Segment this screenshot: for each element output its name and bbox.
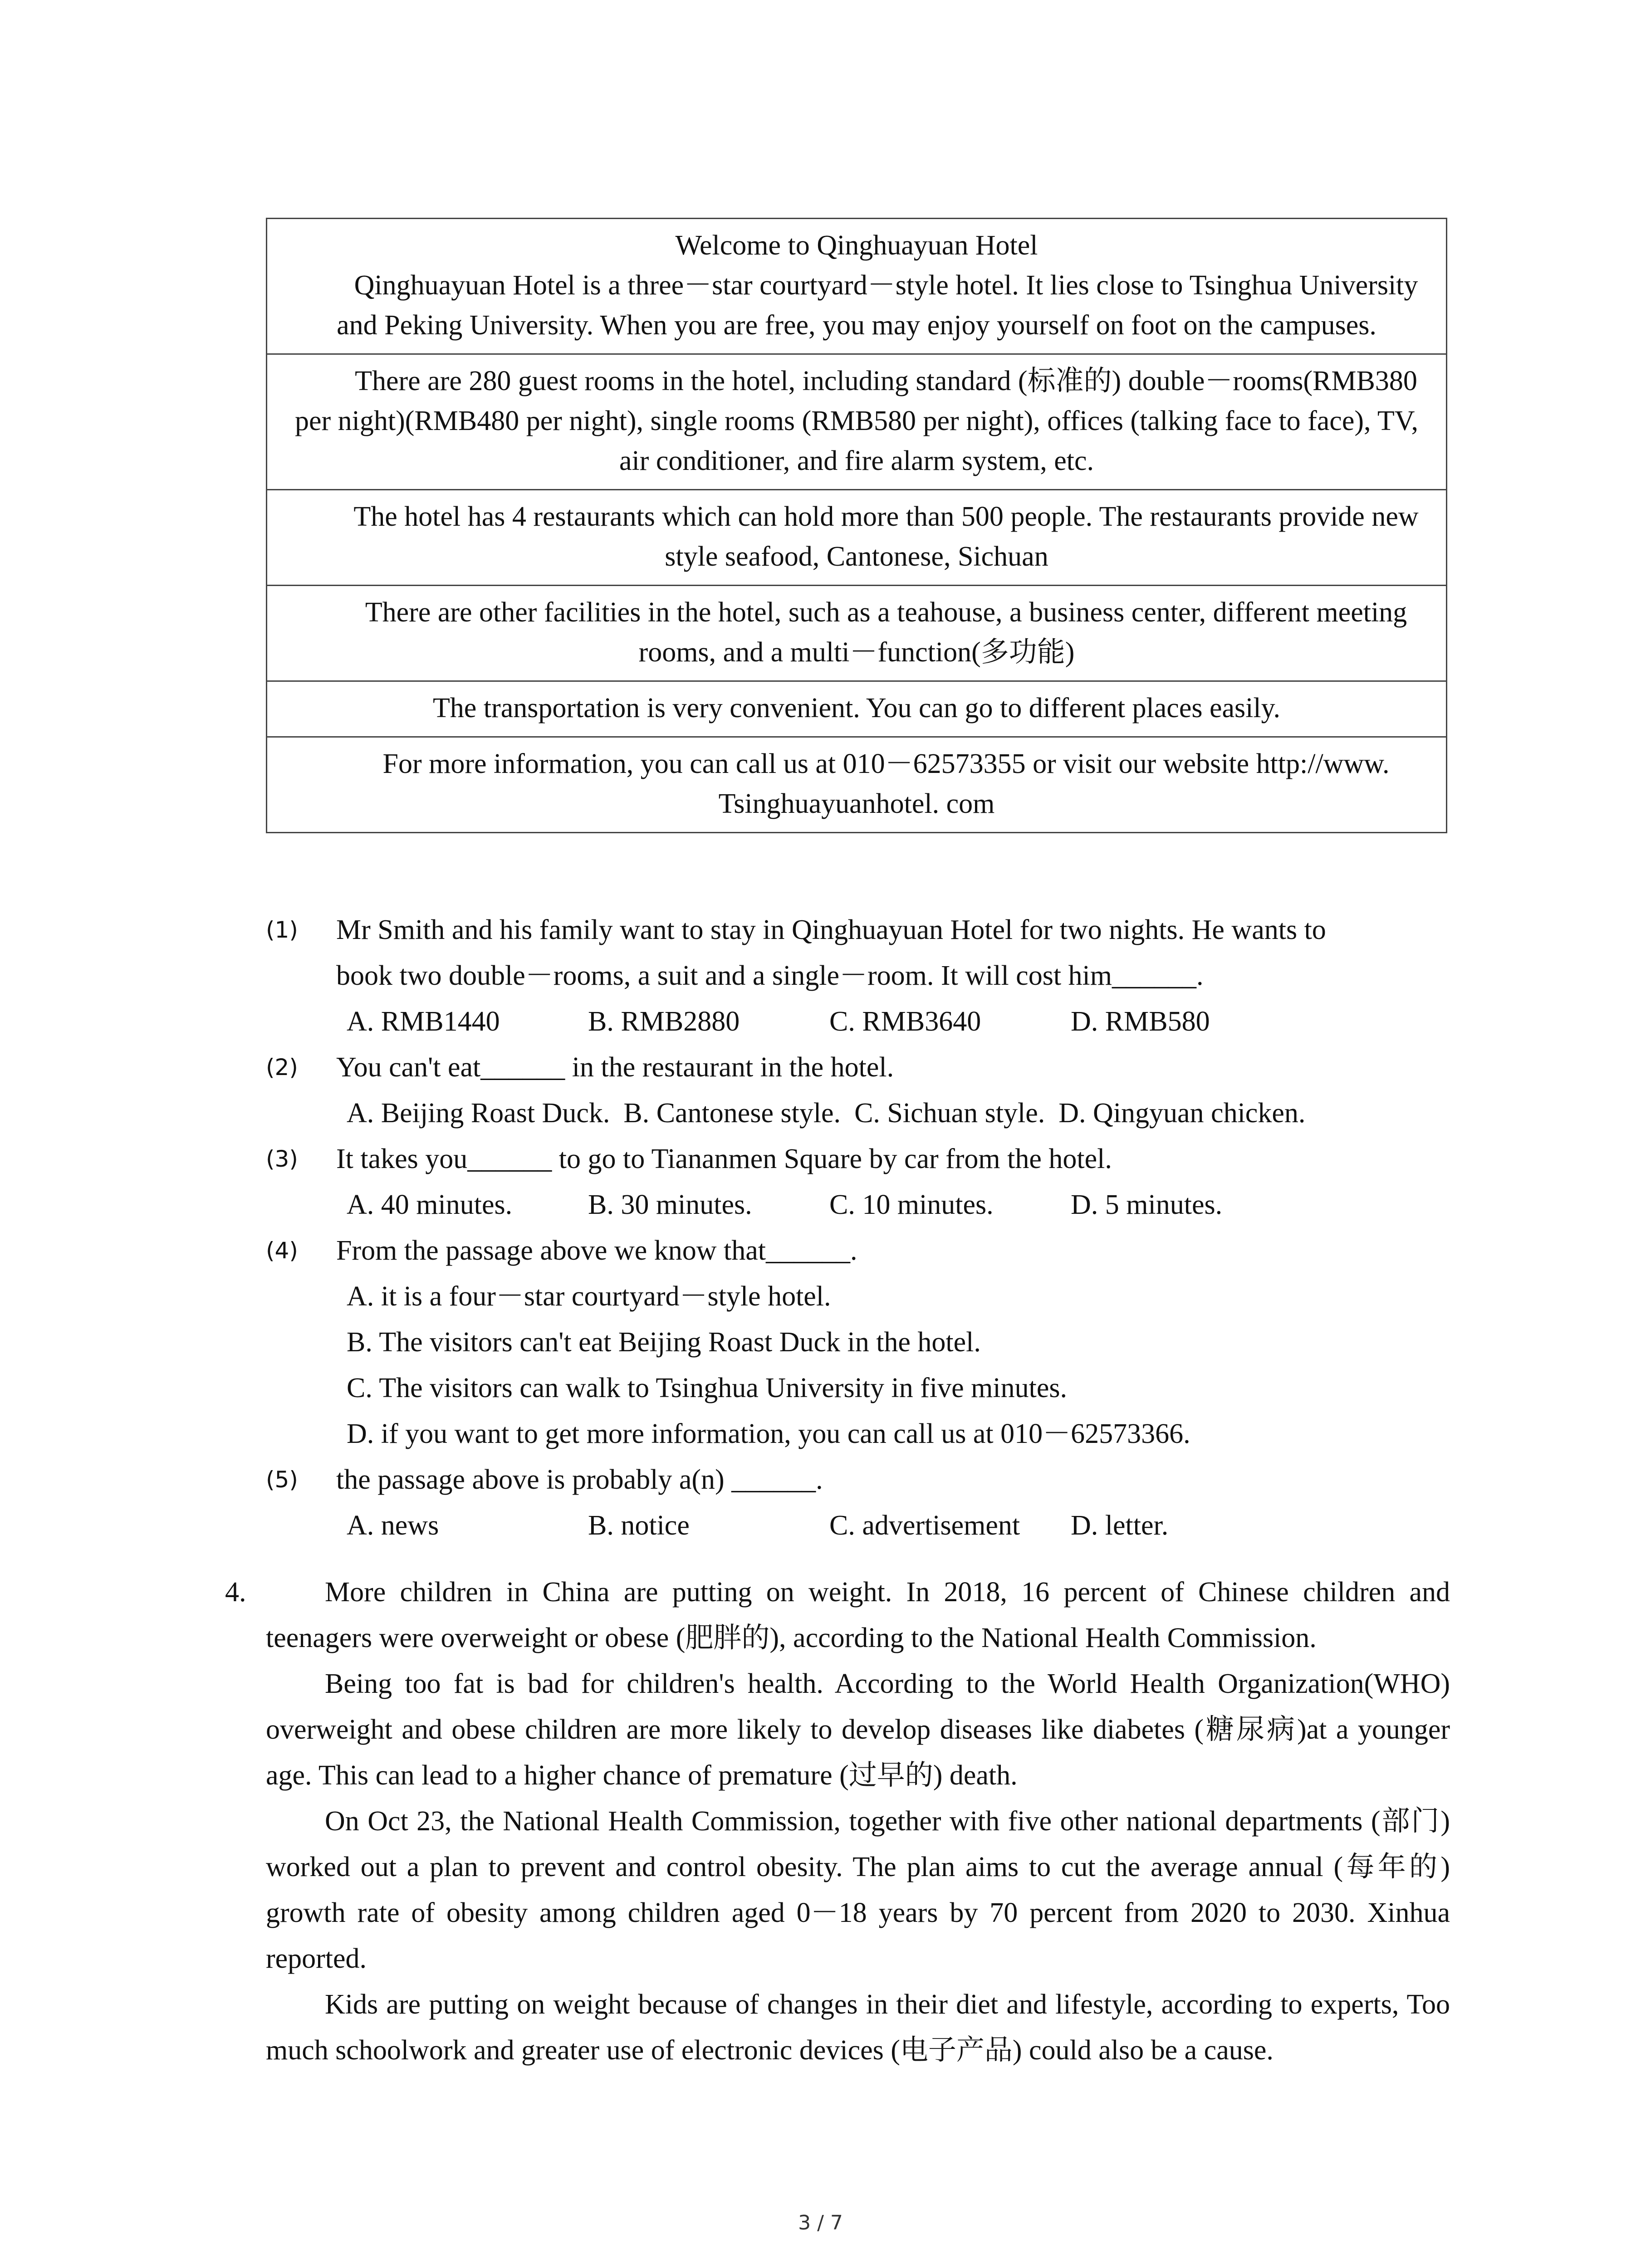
ad-title: Welcome to Qinghuayuan Hotel: [675, 230, 1038, 261]
ad-restaurants-text: The hotel has 4 restaurants which can hold more than 500 people. The restaurants provide new style seafood, Cantonese, Sichuan: [353, 501, 1419, 572]
ad-row-facilities: [267, 585, 1446, 680]
option-d[interactable]: D. 5 minutes.: [1071, 1189, 1223, 1220]
option-a[interactable]: A. news: [347, 1510, 439, 1541]
page-number: 3 / 7: [798, 2211, 843, 2234]
option-d[interactable]: D. RMB580: [1071, 1006, 1210, 1037]
question-number: (4): [266, 1237, 298, 1264]
question-number: (2): [266, 1054, 298, 1080]
passage-paragraph: More children in China are putting on weight. In 2018, 16 percent of Chinese children and teenagers were overweight or obese (肥胖的), according to the National Health Commission.: [266, 1577, 1450, 1653]
question-1-stem-cont: [266, 953, 1464, 999]
option-b[interactable]: B. RMB2880: [588, 1006, 740, 1037]
option-b[interactable]: B. 30 minutes.: [588, 1189, 752, 1220]
question-text: It takes you______ to go to Tiananmen Square by car from the hotel.: [336, 1144, 1112, 1174]
question-4-stem: [266, 1228, 1464, 1274]
question-text: From the passage above we know that______.: [336, 1235, 857, 1266]
question-3-options: [266, 1182, 1464, 1228]
option-c[interactable]: C. RMB3640: [829, 1006, 981, 1037]
option-b[interactable]: B. Cantonese style.: [623, 1098, 841, 1129]
question-1-stem: [266, 907, 1464, 953]
ad-rooms-text: There are 280 guest rooms in the hotel, including standard (标准的) double－rooms(RMB380 per night)(RMB480 per night), single rooms (RMB580 per night), offices (talking face to face), TV, air conditioner, and fire alarm system, etc.: [294, 366, 1419, 476]
ad-row-rooms: [267, 353, 1446, 489]
option-a[interactable]: A. 40 minutes.: [347, 1189, 513, 1220]
question-text: Mr Smith and his family want to stay in Qinghuayuan Hotel for two nights. He wants to: [336, 914, 1326, 945]
option-c[interactable]: C. Sichuan style.: [854, 1098, 1045, 1129]
option-b[interactable]: B. notice: [588, 1510, 690, 1541]
option-a[interactable]: A. Beijing Roast Duck.: [347, 1098, 610, 1129]
question-list: [266, 907, 1464, 1549]
question-text: book two double－rooms, a suit and a single－room. It will cost him______.: [336, 960, 1204, 991]
question-3-stem: [266, 1136, 1464, 1182]
question-2-stem: [266, 1045, 1464, 1090]
option-c[interactable]: C. 10 minutes.: [829, 1189, 994, 1220]
passage-paragraph: On Oct 23, the National Health Commission, together with five other national departments (部门) worked out a plan to prevent and control obesity. The plan aims to cut the average annual (每年的) growth rate of obesity among children aged 0－18 years by 70 percent from 2020 to 2030. Xinhua reported.: [266, 1806, 1450, 1974]
question-5-options: [266, 1503, 1464, 1549]
passage-number: 4.: [225, 1577, 246, 1608]
question-number: (5): [266, 1466, 298, 1493]
ad-row-intro: [267, 219, 1446, 353]
option-a[interactable]: A. it is a four－star courtyard－style hotel.: [347, 1281, 831, 1312]
passage-paragraph: Kids are putting on weight because of changes in their diet and lifestyle, according to experts, Too much schoolwork and greater use of electronic devices (电子产品) could also be a cause.: [266, 1989, 1450, 2066]
option-c[interactable]: C. The visitors can walk to Tsinghua University in five minutes.: [347, 1373, 1067, 1403]
option-d[interactable]: D. if you want to get more information, you can call us at 010－62573366.: [347, 1418, 1190, 1449]
option-b[interactable]: B. The visitors can't eat Beijing Roast Duck in the hotel.: [347, 1327, 981, 1358]
question-text: the passage above is probably a(n) ______.: [336, 1464, 823, 1495]
ad-row-restaurants: [267, 489, 1446, 585]
ad-intro-text: Qinghuayuan Hotel is a three－star courtyard－style hotel. It lies close to Tsinghua University and Peking University. When you are free, you may enjoy yourself on foot on the campuses.: [337, 270, 1418, 341]
question-1-options: [266, 999, 1464, 1045]
option-c[interactable]: C. advertisement: [829, 1510, 1020, 1541]
ad-contact-text: For more information, you can call us at 010－62573355 or visit our website http://www. Tsinghuayuanhotel. com: [382, 748, 1390, 819]
question-number: (3): [266, 1146, 298, 1172]
question-text: You can't eat______ in the restaurant in the hotel.: [336, 1052, 894, 1083]
passage-4: [225, 1569, 1450, 2073]
question-2-options: [266, 1090, 1464, 1136]
ad-facilities-text: There are other facilities in the hotel, such as a teahouse, a business center, different meeting rooms, and a multi－function(多功能): [365, 597, 1407, 668]
option-d[interactable]: D. letter.: [1071, 1510, 1169, 1541]
ad-row-transport: [267, 680, 1446, 736]
question-number: (1): [266, 917, 298, 943]
passage-paragraph: Being too fat is bad for children's health. According to the World Health Organization(WHO) overweight and obese children are more likely to develop diseases like diabetes (糖尿病)at a younger age. This can lead to a higher chance of premature (过早的) death.: [266, 1668, 1450, 1791]
option-a[interactable]: A. RMB1440: [347, 1006, 500, 1037]
hotel-ad-table: [266, 218, 1447, 833]
question-5-stem: [266, 1457, 1464, 1503]
ad-transport-text: The transportation is very convenient. You can go to different places easily.: [432, 693, 1281, 723]
ad-row-contact: [267, 736, 1446, 832]
option-d[interactable]: D. Qingyuan chicken.: [1058, 1098, 1306, 1129]
